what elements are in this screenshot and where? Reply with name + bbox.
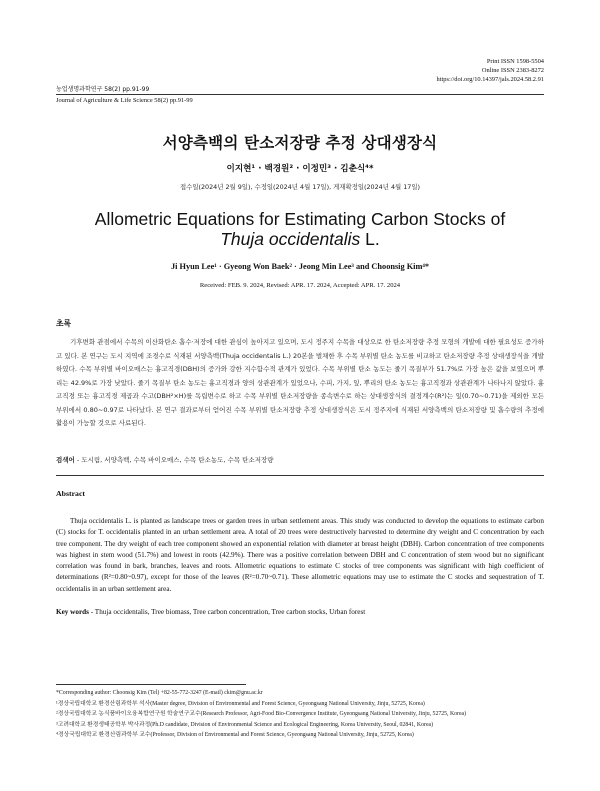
title-english xyxy=(0,209,600,249)
footnote-rule xyxy=(56,684,246,685)
abstract-ko-heading: 초록 xyxy=(56,319,72,328)
authors-english: Ji Hyun Lee¹ · Gyeong Won Baek² · Jeong Min Lee³ and Choonsig Kim⁴* xyxy=(170,262,430,271)
title-english-line1: Allometric Equations for Estimating Carbon Stocks of xyxy=(94,209,506,229)
title-english-end: L. xyxy=(360,229,380,249)
dates-korean: 접수일(2024년 2월 9일), 수정일(2024년 4월 17일), 게재확정일(2024년 4월 17일) xyxy=(179,183,421,191)
print-issn: Print ISSN 1598-5504 xyxy=(486,58,544,65)
keywords-ko-label: 검색어 xyxy=(56,456,75,464)
keywords-ko xyxy=(56,455,544,464)
issn-block xyxy=(437,57,544,85)
doi-link[interactable]: https://doi.org/10.14397/jals.2024.58.2.91 xyxy=(436,76,544,84)
title-english-species: Thuja occidentalis xyxy=(220,229,361,249)
footnote-corresponding: *Corresponding author: Choonsig Kim (Tel) +82-55-772-3247 (E-mail) ckim@gnu.ac.kr xyxy=(56,690,263,696)
journal-name-ko: 농업생명과학연구 58(2) pp.91-99 xyxy=(56,86,150,93)
dates-english: Received: FEB. 9. 2024, Revised: APR. 17. 2024, Accepted: APR. 17. 2024 xyxy=(199,282,401,289)
footnote-affiliation-1: ¹경상국립대학교 환경산림과학부 석사(Master degree, Division of Environmental and Forest Science, Gyeongsang National University, Jinju, 52725, Korea) xyxy=(56,700,425,707)
abstract-en-heading: Abstract xyxy=(56,489,86,498)
abstract-en-body: Thuja occidentalis L. is planted as landscape trees or garden trees in urban settlement areas. This study was conducted to develop the equations to estimate carbon (C) stocks for T. occidentalis planted in an urban settlement area. A total of 20 trees were destructively harvested to determine dry weight and C concentration by each tree component. The dry weight of each tree component showed an exponential relation with diameter at breast height (DBH). Carbon concentration of tree components was highest in stem wood (51.7%) and lowest in roots (42.9%). There was a positive correlation between DBH and C concentration of stem wood but no significant correlation was found in bark, branches, leaves and roots. Allometric equations to estimate C stocks of tree components was significant with high coefficient of determinations (R²=0.80~0.97), except for those of the leaves (R²=0.70~0.71). These allometric equations may use to estimate the C stocks and sequestration of T. occidentalis in an urban settlement area. xyxy=(56,517,544,593)
footnotes xyxy=(56,688,544,741)
title-korean: 서양측백의 탄소저장량 추정 상대생장식 xyxy=(162,134,438,152)
authors-korean: 이지현¹ · 백경원² · 이정민³ · 김춘식⁴* xyxy=(226,164,374,174)
keywords-en-list: - Thuja occidentalis, Tree biomass, Tree carbon concentration, Tree carbon stocks, Urban forest xyxy=(88,608,366,616)
journal-name-en: Journal of Agriculture & Life Science 58(2) pp.91-99 xyxy=(56,97,193,104)
footnote-affiliation-4: ⁴경상국립대학교 환경산림과학부 교수(Professor, Division of Environmental and Forest Science, Gyeongsang National University, Jinju, 52725, Korea) xyxy=(56,732,414,738)
footnote-affiliation-3: ³고려대학교 환경생태공학부 박사과정(Ph.D candidate, Division of Environmental Science and Ecological Engineering, Korea University, Seoul, 02841, Korea) xyxy=(56,721,434,728)
abstract-ko-body: 기후변화 관점에서 수목의 이산화탄소 흡수·저장에 대한 관심이 높아지고 있으며, 도시 정주지 수목을 대상으로 한 탄소저장량 추정 모형의 개발에 대한 필요성도 증가하고 있다. 본 연구는 도시 지역에 조경수로 식재된 서양측백(Thuja occidentalis L.) 20본을 벌채한 후 수목 부위별 탄소 농도를 비교하고 탄소저장량 추정 상대생장식을 개발하였다. 수목 부위별 바이오매스는 흉고직경(DBH)의 증가와 강한 지수함수적 관계가 있었다. 수목 부위별 탄소 농도는 줄기 목질부가 51.7%로 가장 높은 값을 보였으며 뿌리는 42.9%로 가장 낮았다. 줄기 목질부 탄소 농도는 흉고직경과 양의 상관관계가 있었으나, 수피, 가지, 잎, 뿌리의 탄소 농도는 흉고직경과 상관관계가 나타나지 않았다. 흉고직경 또는 흉고직경 제곱과 수고(DBH²×H)를 독립변수로 하고 수목 부위별 탄소저장량을 종속변수로 하는 상대생장식의 결정계수(R²)는 잎(0.70~0.71)을 제외한 모든 부위에서 0.80~0.97로 나타났다. 본 연구 결과로부터 얻어진 수목 부위별 탄소저장량 추정 상대생장식은 도시 정주지에 식재된 서양측백의 탄소저장량 및 흡수량의 추정에 활용이 가능할 것으로 사료된다. xyxy=(56,338,544,427)
section-rule xyxy=(56,475,544,476)
keywords-en xyxy=(56,608,544,616)
header-rule xyxy=(56,94,544,95)
keywords-en-label: Key words xyxy=(56,608,89,616)
footnote-affiliation-2: ²경상국립대학교 농식품바이오융복합연구원 학술연구교수(Research Professor, Agri-Food Bio-Convergence Institute, Gyeongsang National University, Jinju, 52725, Korea) xyxy=(56,711,467,717)
online-issn: Online ISSN 2383-8272 xyxy=(481,67,544,75)
keywords-ko-list: - 도시림, 서양측백, 수목 바이오매스, 수목 탄소농도, 수목 탄소저장량 xyxy=(74,456,274,464)
